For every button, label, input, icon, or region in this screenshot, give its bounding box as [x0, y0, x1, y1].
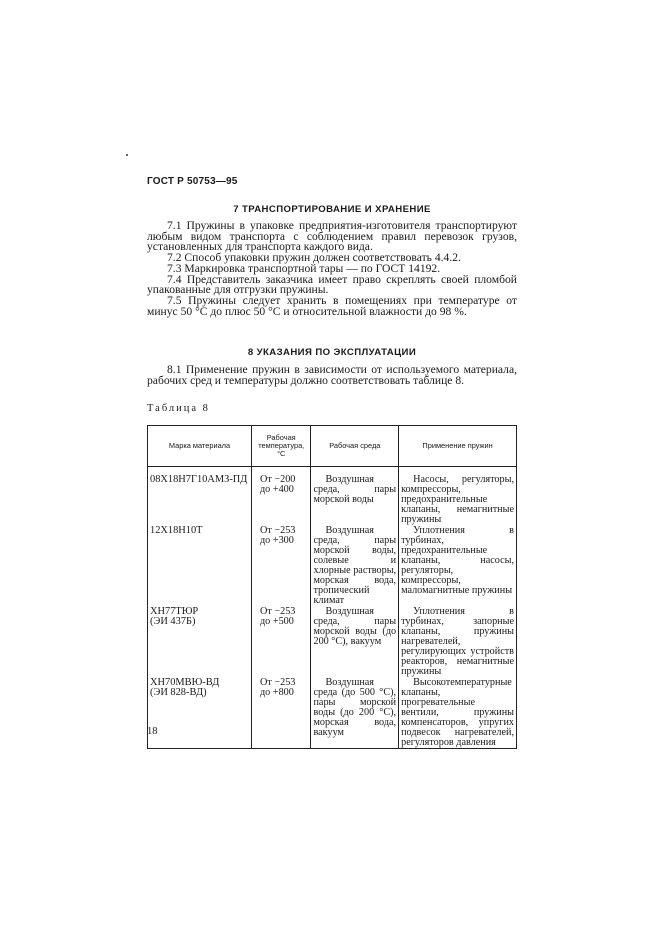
- paragraph-7-3: 7.3 Маркировка транспортной тары — по ГОСТ 14192.: [167, 261, 441, 275]
- scan-speck: [126, 154, 128, 156]
- column-header-material: Марка материала: [148, 426, 252, 467]
- material-cell: [148, 525, 252, 606]
- temperature-cell: [252, 606, 311, 677]
- table-header-row: [148, 426, 517, 467]
- environment-cell: Воздушная среда, пары морской воды, солевые и хлорные растворы, морская вода, тропический климат: [311, 525, 399, 606]
- application-cell: Уплотнения в турбинах, запорные клапаны, пружины нагревателей, регулирующих устройств реакторов, немагнитные пружины: [399, 606, 517, 677]
- page-number: 18: [147, 726, 158, 737]
- table-row: [148, 677, 517, 749]
- temperature-to: до +400: [260, 484, 294, 495]
- paragraph-7-4: 7.4 Представитель заказчика имеет право скреплять своей пломбой упакованные для отгрузки пружины.: [147, 272, 517, 297]
- material-grade: ХН77ТЮР: [150, 606, 199, 617]
- section-7-heading: 7 ТРАНСПОРТИРОВАНИЕ И ХРАНЕНИЕ: [233, 204, 431, 215]
- temperature-cell: [252, 467, 311, 526]
- table-row: [148, 467, 517, 526]
- environment-cell: Воздушная среда, пары морской воды: [311, 467, 399, 526]
- section-8-heading: 8 УКАЗАНИЯ ПО ЭКСПЛУАТАЦИИ: [247, 347, 417, 358]
- temperature-to: до +800: [260, 687, 294, 698]
- temperature-cell: [252, 677, 311, 749]
- material-cell: [148, 467, 252, 526]
- environment-cell: Воздушная среда (до 500 °С), пары морской воды (до 200 °С), морская вода, вакуум: [311, 677, 399, 749]
- application-cell: Насосы, регуляторы, компрессоры, предохранительные клапаны, немагнитные пружины: [399, 467, 517, 526]
- temperature-from: От −253: [260, 606, 296, 617]
- temperature-from: От −253: [260, 677, 296, 688]
- section-7-body: [147, 221, 517, 317]
- material-cell: [148, 606, 252, 677]
- application-cell: Уплотнения в турбинах, предохранительные клапаны, насосы, регуляторы, компрессоры, маломагнитные пружины: [399, 525, 517, 606]
- column-header-temperature: Рабочая температура, °С: [252, 426, 311, 467]
- table-row: [148, 606, 517, 677]
- paragraph-7-2: 7.2 Способ упаковки пружин должен соответствовать 4.4.2.: [167, 251, 461, 265]
- material-grade-alt: (ЭИ 437Б): [150, 616, 196, 627]
- temperature-cell: [252, 525, 311, 606]
- table-row: [148, 525, 517, 606]
- material-grade: ХН70МВЮ-ВД: [150, 677, 220, 688]
- paragraph-8-1: 8.1 Применение пружин в зависимости от используемого материала, рабочих сред и температуры должно соответствовать таблице 8.: [147, 363, 517, 387]
- paragraph-7-1: 7.1 Пружины в упаковке предприятия-изготовителя транспортируют любым видом транспорта с соблюдением правил перевозок грузов, установленных для транспорта каждого вида.: [147, 219, 517, 254]
- document-code: ГОСТ Р 50753—95: [147, 176, 238, 187]
- application-cell: Высокотемпературные клапаны, прогревательные вентили, пружины компенсаторов, упругих подвесок нагревателей, регуляторов давления: [399, 677, 517, 749]
- material-grade: 12Х18Н10Т: [150, 525, 203, 536]
- column-header-application: Применение пружин: [399, 426, 517, 467]
- column-header-environment: Рабочая среда: [311, 426, 399, 467]
- environment-cell: Воздушная среда, пары морской воды (до 200 °С), вакуум: [311, 606, 399, 677]
- material-grade-alt: (ЭИ 828-ВД): [150, 687, 207, 698]
- paragraph-7-5: 7.5 Пружины следует хранить в помещениях при температуре от минус 50 °С до плюс 50 °С и относительной влажности до 98 %.: [147, 293, 517, 318]
- material-cell: [148, 677, 252, 749]
- temperature-to: до +300: [260, 535, 294, 546]
- material-grade: 08Х18Н7Г10АМЗ-ПД: [150, 474, 248, 485]
- spring-materials-table: [147, 425, 517, 749]
- temperature-from: От −200: [260, 474, 296, 485]
- temperature-from: От −253: [260, 525, 296, 536]
- table-caption: Таблица 8: [147, 403, 210, 414]
- section-8-body: [147, 365, 517, 386]
- temperature-to: до +500: [260, 616, 294, 627]
